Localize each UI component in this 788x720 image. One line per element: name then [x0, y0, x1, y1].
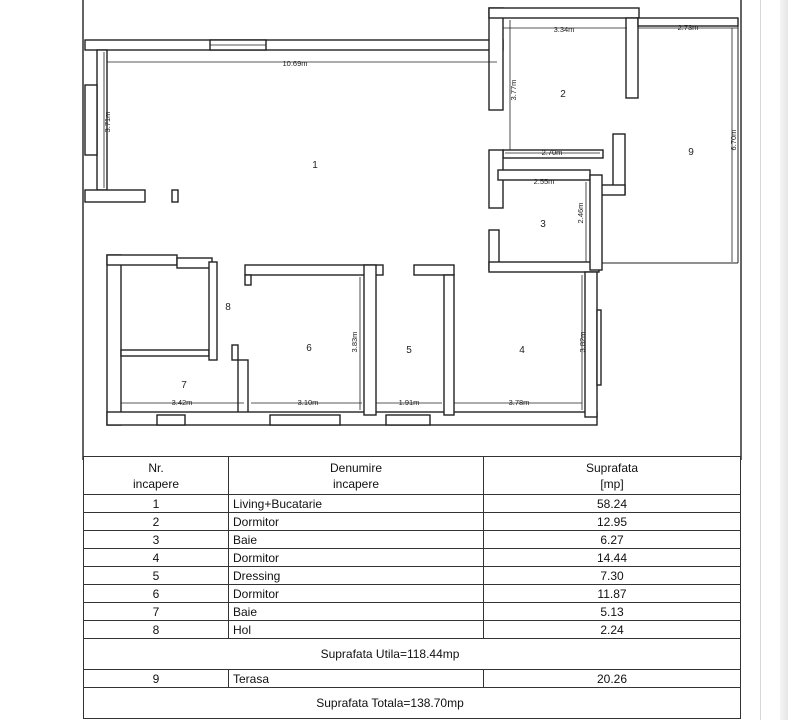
room-number: 1	[312, 160, 318, 171]
header-nr-line1: Nr.	[148, 460, 164, 475]
cell-area: 6.27	[484, 531, 741, 549]
header-name-line1: Denumire	[329, 460, 383, 475]
table-row	[84, 585, 741, 603]
cell-area: 2.24	[484, 621, 741, 639]
table-row	[84, 495, 741, 513]
table-row	[84, 513, 741, 531]
util-total-cell	[84, 639, 741, 670]
header-nr-line2: incapere	[132, 476, 180, 491]
walls	[85, 8, 738, 425]
cell-nr: 1	[84, 495, 229, 513]
grand-total-row	[84, 688, 741, 719]
cell-name: Dressing	[229, 567, 484, 585]
cell-area: 20.26	[484, 670, 741, 688]
page-edge-line	[760, 0, 761, 720]
room-number: 8	[225, 302, 231, 313]
room-number: 9	[688, 147, 694, 158]
cell-nr: 9	[84, 670, 229, 688]
cell-area: 12.95	[484, 513, 741, 531]
room-number: 4	[519, 345, 525, 356]
cell-name: Dormitor	[229, 549, 484, 567]
grand-total-text: Suprafata Totala=138.70mp	[316, 696, 464, 710]
dim-label: 6.70m	[729, 129, 738, 151]
cell-nr: 7	[84, 603, 229, 621]
cell-name: Living+Bucatarie	[229, 495, 484, 513]
dim-label: 3.71m	[103, 111, 112, 133]
header-nr	[84, 457, 229, 495]
area-table	[83, 456, 741, 719]
cell-nr: 8	[84, 621, 229, 639]
cell-name: Terasa	[229, 670, 484, 688]
cell-name: Baie	[229, 531, 484, 549]
cell-name: Dormitor	[229, 513, 484, 531]
table-row	[84, 670, 741, 688]
dim-label: 2.70m	[541, 148, 563, 157]
dim-label: 3.10m	[297, 398, 319, 407]
dim-label: 3.42m	[171, 398, 193, 407]
cell-nr: 6	[84, 585, 229, 603]
cell-area: 14.44	[484, 549, 741, 567]
dim-label: 1.91m	[398, 398, 420, 407]
cell-area: 58.24	[484, 495, 741, 513]
dim-label: 3.83m	[350, 331, 359, 353]
dim-label: 3.78m	[508, 398, 530, 407]
cell-name: Hol	[229, 621, 484, 639]
header-area	[484, 457, 741, 495]
dim-label: 2.46m	[576, 202, 585, 224]
room-number: 3	[540, 219, 546, 230]
grand-total-cell	[84, 688, 741, 719]
room-number: 6	[306, 343, 312, 354]
room-number: 2	[560, 89, 566, 100]
dim-label: 3.77m	[509, 79, 518, 101]
cell-name: Dormitor	[229, 585, 484, 603]
table-row	[84, 603, 741, 621]
header-name	[229, 457, 484, 495]
cell-nr: 5	[84, 567, 229, 585]
header-area-line1: Suprafata	[585, 460, 639, 475]
util-total-row	[84, 639, 741, 670]
cell-name: Baie	[229, 603, 484, 621]
util-total-text: Suprafata Utila=118.44mp	[320, 647, 460, 661]
dim-label: 2.55m	[533, 177, 555, 186]
cell-area: 11.87	[484, 585, 741, 603]
dim-label: 2.73m	[677, 23, 699, 32]
cell-area: 5.13	[484, 603, 741, 621]
header-area-line2: [mp]	[600, 476, 624, 491]
table-row	[84, 567, 741, 585]
dim-label: 3.34m	[553, 25, 575, 34]
table-row	[84, 531, 741, 549]
page-edge-shadow	[780, 0, 788, 720]
table-row	[84, 621, 741, 639]
header-name-line2: incapere	[332, 476, 380, 491]
dim-label: 3.82m	[578, 331, 587, 353]
table-header-row	[84, 457, 741, 495]
dim-label: 10.69m	[282, 59, 308, 68]
room-number: 7	[181, 380, 187, 391]
cell-nr: 2	[84, 513, 229, 531]
table-row	[84, 549, 741, 567]
cell-area: 7.30	[484, 567, 741, 585]
cell-nr: 4	[84, 549, 229, 567]
cell-nr: 3	[84, 531, 229, 549]
room-number: 5	[406, 345, 412, 356]
